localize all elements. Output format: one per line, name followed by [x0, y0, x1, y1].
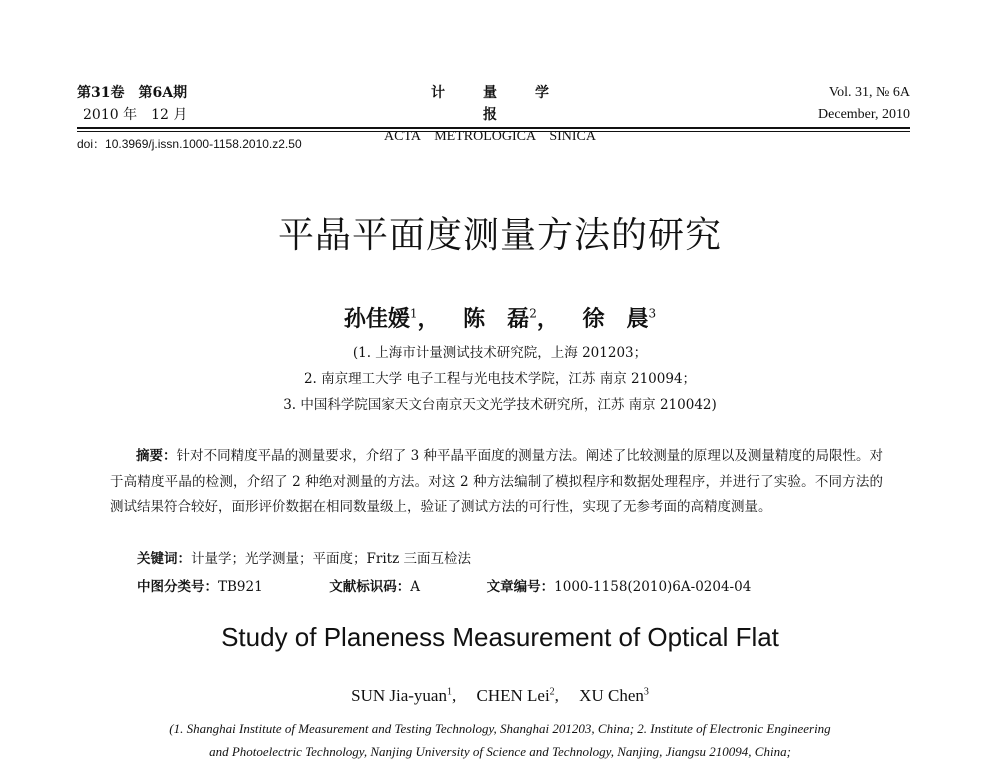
- article-no-value: 1000-1158(2010)6A-0204-04: [554, 579, 752, 595]
- abstract-text: 针对不同精度平晶的测量要求，介绍了 3 种平晶平面度的测量方法。阐述了比较测量的原理以及测量精度的局限性。对于高精度平晶的检测，介绍了 2 种绝对测量的方法。对这 2 种方法编制了模拟程序和数据处理程序，并进行了实验。不同方法的测试结果符合较好，面形评价数据在相同数量级上，验证了测试方法的可行性，实现了无参考面的高精度测量。: [110, 448, 883, 515]
- author-name: 孙佳媛: [343, 306, 410, 332]
- journal-name-cn: 计量学报: [431, 85, 587, 123]
- journal-volume-info: [77, 82, 187, 126]
- header-rule-thin: [77, 131, 910, 132]
- affiliation-en: and Photoelectric Technology, Nanjing University of Science and Technology, Nanjing, Jiangsu 210094, China;: [209, 744, 791, 759]
- issue-date: 2010 年 12 月: [83, 107, 188, 123]
- keywords-label: 关键词：: [137, 551, 191, 567]
- author-name-en: XU Chen: [579, 686, 644, 705]
- article-no-label: 文章编号：: [486, 579, 555, 595]
- authors-en: SUN Jia-yuan$^1$, CHEN Lei$^2$, XU Chen$^3$: [351, 686, 649, 705]
- header-rule-thick: [77, 127, 910, 129]
- abstract-cn: [110, 444, 883, 521]
- volume-en: Vol. 31, № 6A: [828, 85, 910, 100]
- author-name: 陈 磊: [463, 306, 530, 332]
- author-sup: 2: [529, 306, 537, 321]
- doc-code-value: A: [410, 579, 421, 595]
- journal-name: [370, 82, 610, 148]
- author-name-en: CHEN Lei: [476, 686, 550, 705]
- classification-line: [137, 575, 751, 595]
- volume-issue: 第31卷 第6A期: [77, 85, 188, 101]
- keywords-cn: [137, 547, 471, 567]
- author-sup: 1: [409, 306, 418, 321]
- journal-volume-en: [818, 82, 910, 126]
- doc-code-label: 文献标识码：: [329, 579, 411, 595]
- doi-line: doi：10.3969/j.issn.1000-1158.2010.z2.50: [77, 137, 302, 151]
- abstract-label: 摘要：: [136, 448, 177, 464]
- paper-title-en: Study of Planeness Measurement of Optical Flat: [221, 622, 779, 652]
- clc-label: 中图分类号：: [137, 579, 218, 595]
- author-sup: 3: [648, 306, 657, 321]
- authors-cn: 孙佳媛$^1$， 陈 磊$^2$， 徐 晨$^3$: [343, 306, 657, 332]
- author-name: 徐 晨: [582, 306, 649, 332]
- author-sup-en: 3: [643, 686, 649, 698]
- affiliation-cn: (1. 上海市计量测试技术研究院，上海 201203；: [352, 345, 648, 361]
- paper-title-cn: 平晶平面度测量方法的研究: [277, 215, 722, 256]
- author-sup-en: 2: [549, 686, 555, 698]
- affiliation-cn: 2. 南京理工大学 电子工程与光电技术学院，江苏 南京 210094；: [303, 371, 697, 387]
- journal-name-en: ACTA METROLOGICA SINICA: [384, 129, 596, 144]
- affiliation-cn: 3. 中国科学院国家天文台南京天文光学技术研究所，江苏 南京 210042): [283, 397, 717, 413]
- author-name-en: SUN Jia-yuan: [351, 686, 447, 705]
- clc-value: TB921: [218, 579, 263, 595]
- keywords-text: 计量学；光学测量；平面度；Fritz 三面互检法: [191, 551, 471, 567]
- author-sup-en: 1: [446, 686, 452, 698]
- date-en: December, 2010: [818, 107, 910, 122]
- affiliation-en: (1. Shanghai Institute of Measurement and Testing Technology, Shanghai 201203, China; 2. Institute of Electronic Engineering: [169, 721, 831, 736]
